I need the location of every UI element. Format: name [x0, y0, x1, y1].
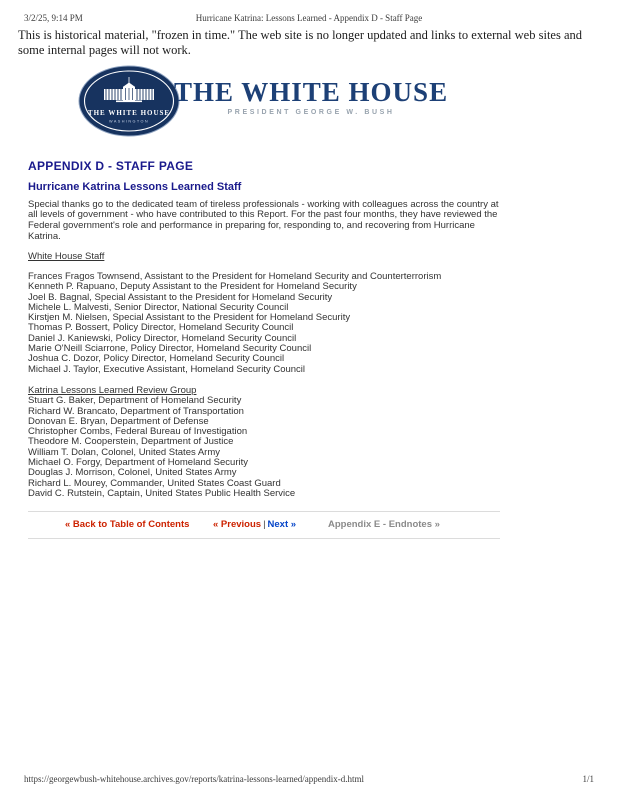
- back-to-toc-link[interactable]: « Back to Table of Contents: [65, 519, 190, 531]
- nav-separator: |: [263, 519, 266, 531]
- white-house-staff-heading: White House Staff: [28, 250, 105, 262]
- staff-row: David C. Rutstein, Captain, United States Public Health Service: [28, 487, 296, 499]
- staff-row: Kenneth P. Rapuano, Deputy Assistant to the President for Homeland Security: [28, 281, 357, 293]
- next-link[interactable]: Next »: [267, 519, 297, 531]
- previous-link[interactable]: « Previous: [213, 519, 262, 531]
- white-house-staff-list: [28, 272, 500, 375]
- staff-row: Richard L. Mourey, Commander, United States Coast Guard: [28, 477, 281, 489]
- staff-row: Michele L. Malvesti, Senior Director, National Security Council: [28, 301, 289, 313]
- staff-row: Michael J. Taylor, Executive Assistant, Homeland Security Council: [28, 363, 306, 375]
- staff-row: Christopher Combs, Federal Bureau of Investigation: [28, 426, 248, 438]
- staff-row: Daniel J. Kaniewski, Policy Director, Homeland Security Council: [28, 332, 297, 344]
- staff-row: Michael O. Forgy, Department of Homeland Security: [28, 457, 248, 469]
- main-content: [28, 159, 500, 540]
- review-group-list: [28, 396, 500, 499]
- bottom-navigation: [28, 511, 500, 539]
- print-datetime: 3/2/25, 9:14 PM: [24, 13, 83, 23]
- print-page-number: 1/1: [582, 774, 594, 784]
- review-group-heading: Katrina Lessons Learned Review Group: [28, 384, 197, 396]
- endnotes-link[interactable]: Appendix E - Endnotes »: [328, 519, 440, 531]
- masthead-text: [174, 79, 448, 116]
- staff-row: Douglas J. Morrison, Colonel, United States Army: [28, 467, 237, 479]
- seal-title: THE WHITE HOUSE: [87, 108, 171, 117]
- staff-row: Richard W. Brancato, Department of Transportation: [28, 405, 244, 417]
- staff-row: William T. Dolan, Colonel, United States Army: [28, 446, 221, 458]
- staff-row: Stuart G. Baker, Department of Homeland Security: [28, 395, 242, 407]
- print-footer: [24, 774, 594, 784]
- staff-row: Thomas P. Bossert, Policy Director, Homeland Security Council: [28, 322, 294, 334]
- intro-paragraph: Special thanks go to the dedicated team of tireless professionals - working with colleagues across the country at all levels of government - who have contributed to this Report. For the past four months, they have reviewed the Federal government's role and performance in preparing for, responding to, and recovering from Hurricane Katrina.: [28, 198, 499, 242]
- staff-row: Kirstjen M. Nielsen, Special Assistant to the President for Homeland Security: [28, 312, 351, 324]
- prev-next-links: [213, 519, 296, 530]
- whitehouse-wordmark: THE WHITE HOUSE: [174, 77, 449, 107]
- print-footer-url: https://georgewbush-whitehouse.archives.gov/reports/katrina-lessons-learned/appendix-d.html: [24, 774, 365, 784]
- print-header: [24, 13, 594, 23]
- whitehouse-seal-icon: [78, 65, 180, 137]
- whitehouse-masthead[interactable]: [78, 65, 618, 137]
- staff-row: Donovan E. Bryan, Department of Defense: [28, 415, 209, 427]
- staff-row: Frances Fragos Townsend, Assistant to the President for Homeland Security and Counterterrorism: [28, 270, 442, 282]
- seal-subtitle: WASHINGTON: [109, 119, 149, 123]
- staff-row: Marie O'Neill Sciarrone, Policy Director, Homeland Security Council: [28, 343, 312, 355]
- page-subtitle: Hurricane Katrina Lessons Learned Staff: [28, 180, 242, 193]
- page-title: APPENDIX D - STAFF PAGE: [28, 158, 194, 173]
- staff-row: Joshua C. Dozor, Policy Director, Homeland Security Council: [28, 353, 285, 365]
- staff-row: Joel B. Bagnal, Special Assistant to the President for Homeland Security: [28, 291, 333, 303]
- archive-disclaimer: This is historical material, "frozen in time." The web site is no longer updated and links to external web sites and some internal pages will not work.: [18, 28, 583, 58]
- print-page-title: Hurricane Katrina: Lessons Learned - Appendix D - Staff Page: [195, 13, 423, 23]
- president-tagline: PRESIDENT GEORGE W. BUSH: [227, 109, 395, 116]
- staff-row: Theodore M. Cooperstein, Department of Justice: [28, 436, 234, 448]
